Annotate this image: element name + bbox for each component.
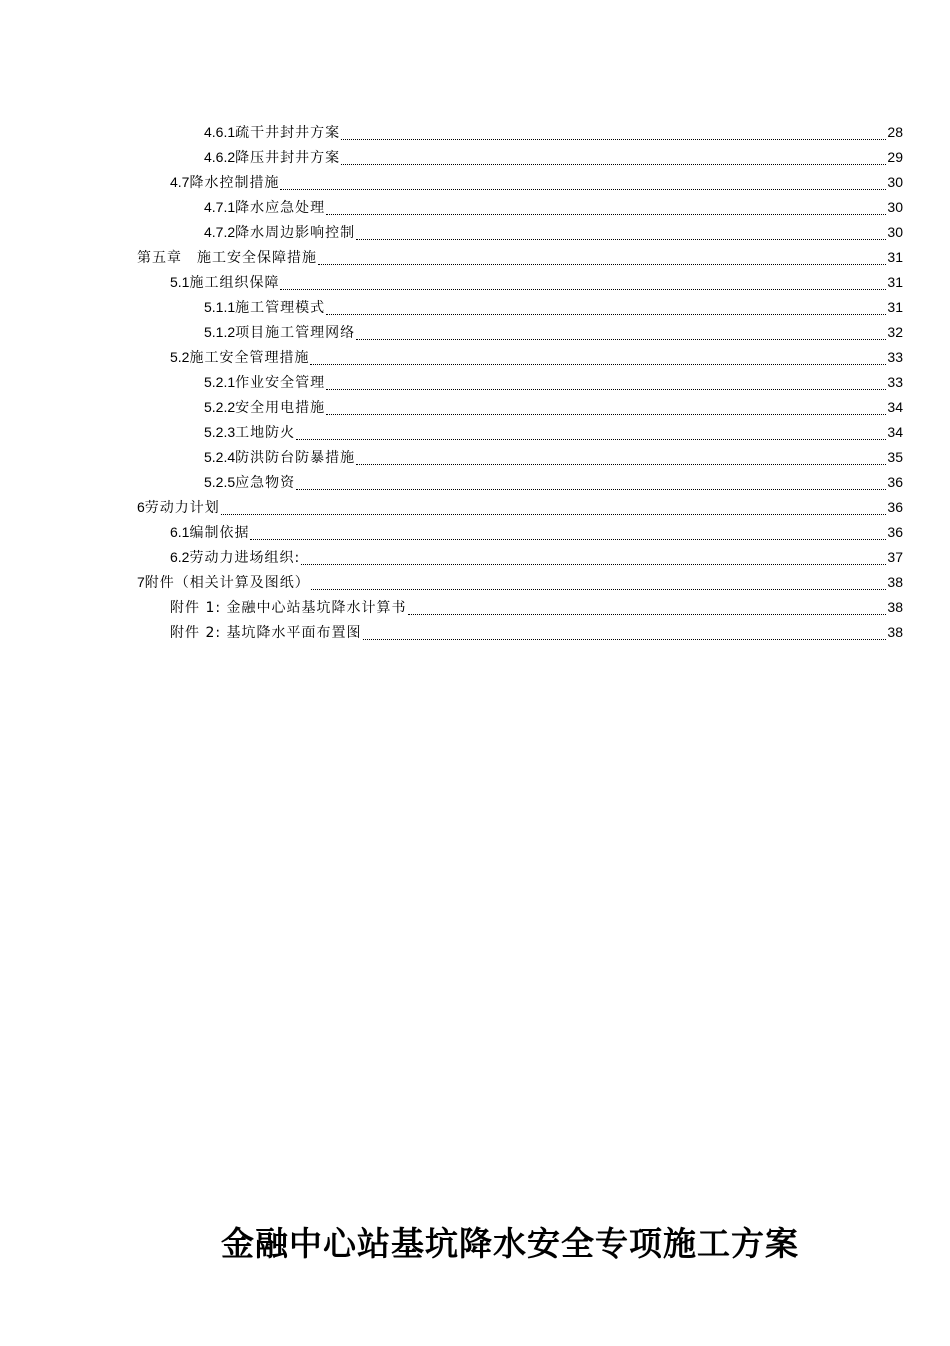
toc-entry-number: 4.7.2 <box>204 224 236 240</box>
toc-dot-leader <box>356 464 886 465</box>
toc-dot-leader <box>311 589 887 590</box>
toc-dot-leader <box>296 489 886 490</box>
toc-entry-page: 38 <box>887 599 903 615</box>
toc-entry[interactable] <box>204 470 903 495</box>
toc-entry-number: 4.6.2 <box>204 149 236 165</box>
toc-entry-page: 34 <box>887 399 903 415</box>
toc-entry-page: 31 <box>887 274 903 290</box>
toc-entry-title: 附件 1: 金融中心站基坑降水计算书 <box>170 600 407 616</box>
toc-entry[interactable] <box>170 270 903 295</box>
toc-entry[interactable] <box>170 545 903 570</box>
toc-dot-leader <box>301 564 886 565</box>
toc-entry-page: 30 <box>887 199 903 215</box>
toc-entry[interactable] <box>137 570 903 595</box>
toc-entry[interactable] <box>170 520 903 545</box>
toc-entry-number: 5.1.1 <box>204 299 236 315</box>
toc-entry[interactable] <box>204 445 903 470</box>
toc-entry-number: 5.2 <box>170 349 190 365</box>
toc-entry[interactable] <box>137 245 903 270</box>
toc-entry-title: 降水控制措施 <box>189 175 280 191</box>
toc-dot-leader <box>280 189 886 190</box>
toc-entry-title: 安全用电措施 <box>235 400 326 416</box>
toc-entry-number: 5.1.2 <box>204 324 236 340</box>
toc-entry[interactable] <box>204 370 903 395</box>
toc-entry-title: 降压井封井方案 <box>235 150 341 166</box>
toc-entry-page: 36 <box>887 474 903 490</box>
toc-entry[interactable] <box>170 595 903 620</box>
toc-entry[interactable] <box>170 345 903 370</box>
toc-entry-page: 30 <box>887 224 903 240</box>
toc-entry-page: 31 <box>887 249 903 265</box>
toc-entry-title: 附件 2: 基坑降水平面布置图 <box>170 625 362 641</box>
document-title: 金融中心站基坑降水安全专项施工方案 <box>221 1224 799 1263</box>
toc-dot-leader <box>318 264 886 265</box>
toc-entry-title: 劳动力计划 <box>144 500 220 516</box>
toc-entry-page: 33 <box>887 374 903 390</box>
toc-entry-page: 36 <box>887 524 903 540</box>
toc-entry[interactable] <box>204 120 903 145</box>
toc-entry-title: 防洪防台防暴措施 <box>235 450 356 466</box>
toc-entry-number: 6.1 <box>170 524 190 540</box>
toc-entry-title: 劳动力进场组织: <box>189 550 301 566</box>
toc-dot-leader <box>356 239 886 240</box>
toc-entry-title: 第五章 施工安全保障措施 <box>137 250 317 266</box>
toc-entry[interactable] <box>137 495 903 520</box>
toc-entry-number: 5.2.2 <box>204 399 236 415</box>
toc-dot-leader <box>341 164 886 165</box>
toc-entry[interactable] <box>170 620 903 645</box>
toc-entry-title: 工地防火 <box>235 425 296 441</box>
toc-entry-number: 5.2.3 <box>204 424 236 440</box>
toc-entry-number: 7 <box>137 574 145 590</box>
toc-entry-number: 4.7.1 <box>204 199 236 215</box>
toc-entry-number: 5.2.5 <box>204 474 236 490</box>
toc-entry-title: 施工管理模式 <box>235 300 326 316</box>
toc-entry-number: 6 <box>137 499 145 515</box>
toc-dot-leader <box>250 539 886 540</box>
toc-entry[interactable] <box>204 420 903 445</box>
toc-dot-leader <box>221 514 887 515</box>
toc-entry-page: 33 <box>887 349 903 365</box>
toc-entry[interactable] <box>204 220 903 245</box>
toc-dot-leader <box>326 414 886 415</box>
toc-entry[interactable] <box>204 320 903 345</box>
toc-entry-page: 37 <box>887 549 903 565</box>
toc-entry-page: 38 <box>887 624 903 640</box>
toc-dot-leader <box>310 364 886 365</box>
toc-entry-title: 疏干井封井方案 <box>235 125 341 141</box>
toc-entry-page: 32 <box>887 324 903 340</box>
toc-entry-number: 4.7 <box>170 174 190 190</box>
toc-entry-title: 项目施工管理网络 <box>235 325 356 341</box>
toc-entry-page: 34 <box>887 424 903 440</box>
toc-dot-leader <box>326 389 886 390</box>
toc-dot-leader <box>326 214 886 215</box>
toc-entry-title: 降水周边影响控制 <box>235 225 356 241</box>
toc-dot-leader <box>408 614 887 615</box>
toc-entry-page: 28 <box>887 124 903 140</box>
toc-entry[interactable] <box>204 195 903 220</box>
toc-entry-page: 38 <box>887 574 903 590</box>
toc-entry[interactable] <box>204 145 903 170</box>
toc-entry-page: 35 <box>887 449 903 465</box>
toc-entry-title: 降水应急处理 <box>235 200 326 216</box>
toc-entry-title: 施工组织保障 <box>189 275 280 291</box>
toc-entry-number: 6.2 <box>170 549 190 565</box>
toc-entry-number: 5.2.4 <box>204 449 236 465</box>
toc-entry-number: 5.1 <box>170 274 190 290</box>
toc-entry[interactable] <box>204 395 903 420</box>
toc-entry-number: 5.2.1 <box>204 374 236 390</box>
toc-entry-title: 附件（相关计算及图纸） <box>144 575 310 591</box>
toc-entry-title: 施工安全管理措施 <box>189 350 310 366</box>
toc-entry[interactable] <box>170 170 903 195</box>
toc-entry-page: 30 <box>887 174 903 190</box>
toc-entry-page: 29 <box>887 149 903 165</box>
toc-entry-title: 作业安全管理 <box>235 375 326 391</box>
toc-entry-page: 31 <box>887 299 903 315</box>
toc-dot-leader <box>363 639 887 640</box>
toc-entry-title: 应急物资 <box>235 475 296 491</box>
toc-dot-leader <box>296 439 886 440</box>
toc-entry-page: 36 <box>887 499 903 515</box>
toc-dot-leader <box>341 139 886 140</box>
toc-entry[interactable] <box>204 295 903 320</box>
toc-entry-number: 4.6.1 <box>204 124 236 140</box>
toc-dot-leader <box>280 289 886 290</box>
toc-dot-leader <box>356 339 886 340</box>
toc-dot-leader <box>326 314 886 315</box>
toc-entry-title: 编制依据 <box>189 525 250 541</box>
